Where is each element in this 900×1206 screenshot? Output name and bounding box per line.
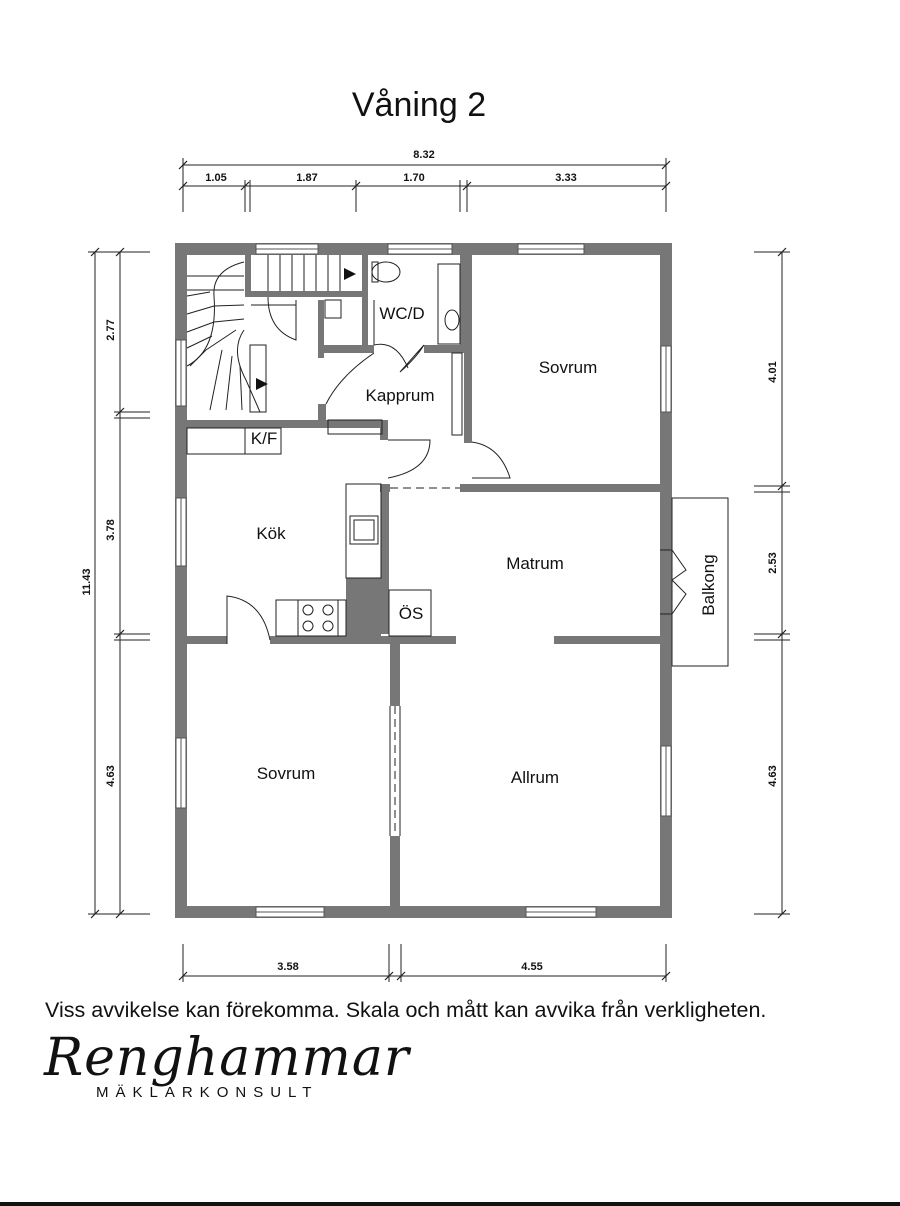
room-label-dining: Matrum (506, 554, 564, 573)
logo-subtitle: MÄKLARKONSULT (96, 1084, 319, 1101)
dim-top-1: 1.05 (205, 172, 227, 184)
dim-left-3: 4.63 (105, 765, 117, 787)
room-label-bedroom-top: Sovrum (538, 358, 598, 377)
dim-top-3: 1.70 (403, 172, 425, 184)
dim-top-total: 8.32 (413, 149, 435, 161)
renghammar-logo (44, 1028, 424, 1108)
stair-arrows (256, 268, 356, 390)
room-label-kitchen: Kök (256, 524, 286, 543)
dimension-lines (88, 158, 790, 982)
dim-top-2: 1.87 (296, 172, 318, 184)
room-label-storage: ÖS (398, 604, 424, 623)
room-label-balcony: Balkong (699, 554, 718, 616)
room-label-family-room: Allrum (510, 768, 560, 787)
exterior-walls (175, 243, 672, 918)
dim-bottom-1: 3.58 (277, 961, 299, 973)
dim-right-2: 2.53 (767, 552, 779, 574)
dim-right-3: 4.63 (767, 765, 779, 787)
room-label-fridge: K/F (250, 429, 278, 448)
dim-right-1: 4.01 (767, 361, 779, 383)
dim-left-1: 2.77 (105, 319, 117, 341)
dim-left-total: 11.43 (81, 568, 93, 596)
room-label-hall: Kapprum (365, 386, 435, 405)
room-label-wc: WC/D (379, 304, 425, 323)
plan-title: Våning 2 (351, 86, 487, 124)
room-label-bedroom-bottom: Sovrum (256, 764, 316, 783)
dim-top-4: 3.33 (555, 172, 577, 184)
disclaimer-text: Viss avvikelse kan förekomma. Skala och mått kan avvika från verkligheten. (45, 998, 767, 1022)
dim-bottom-2: 4.55 (521, 961, 543, 973)
interior-walls (187, 255, 672, 908)
bottom-rule (0, 1202, 900, 1206)
logo-wordmark: Renghammar (44, 1028, 410, 1088)
fixtures (187, 255, 728, 836)
dim-left-2: 3.78 (105, 519, 117, 541)
